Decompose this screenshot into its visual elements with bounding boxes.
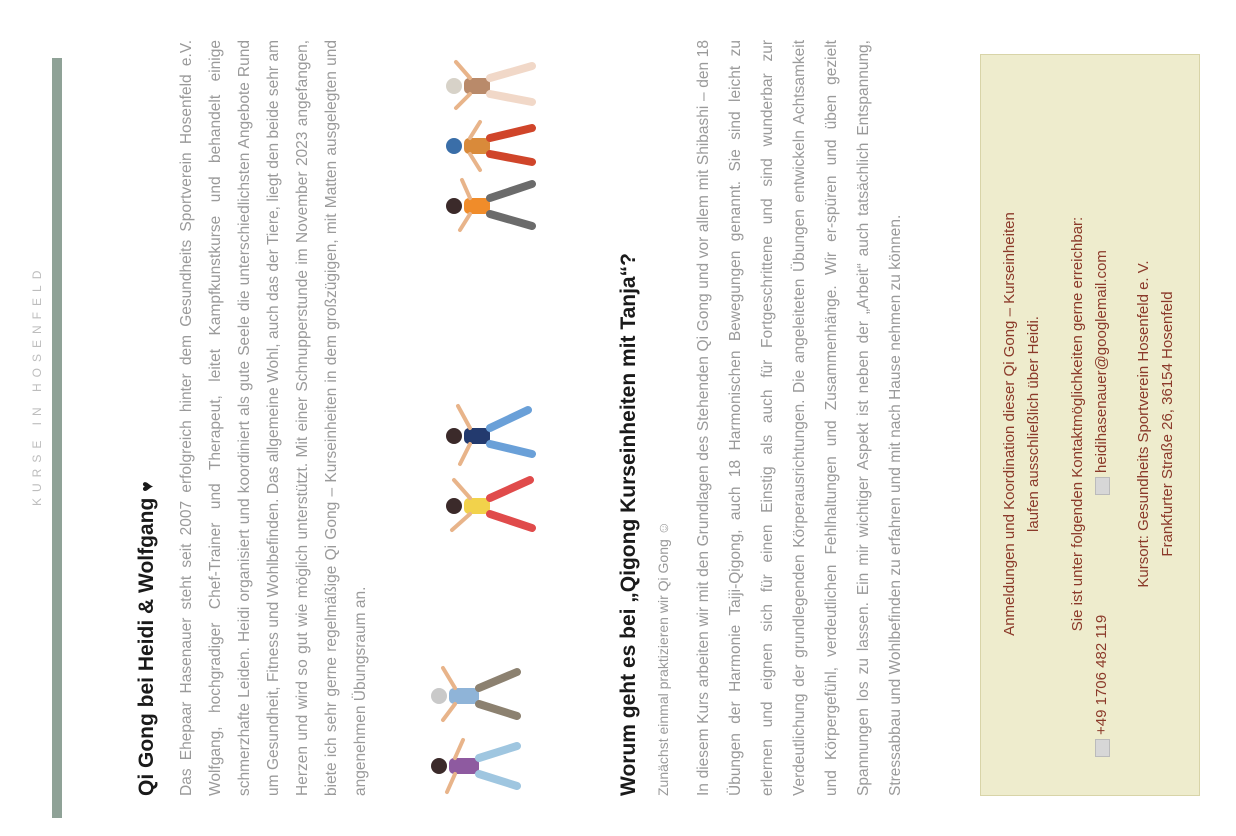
exercise-figures-left [425,646,535,796]
email-icon [1095,477,1110,495]
info-line-heidi: laufen ausschließlich über Heidi. [1025,316,1042,532]
section-text-about: Das Ehepaar Hasenauer steht seit 2007 erfolgreich hinter dem Gesundheits Sportverein Hosenfeld e.V. Wolfgang, hochgradiger Chef-Trainer und Therapeut, leitet Kampfkunstkurse und behandelt einige schmerzhafte Leiden. Heidi organisiert und koordiniert als gute Seele die unterschiedlichsten Angebote Rund um Gesundheit, Fitness und Wohlbefinden. Das allgemeine Wohl, auch das der Tiere, liegt den beide sehr am Herzen und wird so gut wie möglich unterstützt. Mit einer Schnupperstunde im November 2023 angefangen, biete ich sehr gerne regelmäßige Qi Gong – Kurseinheiten in dem großzügigen, mit Matten ausgelegten und angenehmen Übungsraum an. [178,40,369,796]
header-tag: KURSE IN HOSENFELD [30,264,44,506]
accent-bar [52,58,62,818]
section-title-text: Qi Gong bei Heidi & Wolfgang [135,497,158,796]
exercise-figures-right [440,56,550,236]
section-title-qigong [135,156,159,796]
section-text-course: In diesem Kurs arbeiten wir mit den Grundlagen des Stehenden Qi Gong und vor allem mit Shibashi – den 18 Übungen der Harmonie Taiji-Qigong, auch 18 Harmonischen Bewegungen genannt. Sie sind leicht zu erlernen und eignen sich für einen Einstig als auch für Fortgeschrittene und sind wunderbar zur Verdeutlichung der grundlegenden Körperausrichtungen. Die angeleiteten Übungen entwickeln Achtsamkeit und Körpergefühl, verdeutlichen Fehlhaltungen und Zusammenhänge. Wir er-spüren und üben gezielt Spannungen los zu lassen. Ein mir wichtiger Aspekt ist neben der „Arbeit“ auch tatsächlich Entspannung, Stressabbau und Wohlbefinden zu erfahren und mit nach Hause nehmen zu können. [695,40,904,796]
heart-icon: ♥ [137,481,157,492]
info-line-location: Kursort: Gesundheits Sportverein Hosenfeld e. V. [1135,260,1152,588]
info-line-contact: Sie ist unter folgenden Kontaktmöglichkeiten gerne erreichbar: [1069,216,1086,632]
info-line-registration: Anmeldungen und Koordination dieser Qi Gong – Kurseinheiten [1001,212,1018,636]
figure-navy [446,406,532,464]
section-intro: Zunächst einmal praktizieren wir Qi Gong ☺ [655,521,671,796]
figure-purple [431,740,517,792]
figure-grey [431,668,517,720]
phone-number: +49 1706 482 119 [1093,614,1110,735]
exercise-figures-center [440,386,550,536]
info-line-address: Frankfurter Straße 26, 36154 Hosenfeld [1159,291,1176,557]
phone-icon [1095,739,1110,757]
email-contact[interactable] [1093,250,1110,495]
section-title-course: Worum geht es bei „Qigong Kurseinheiten mit Tanja“? [617,253,640,796]
figure-red [446,122,532,170]
phone-contact[interactable] [1093,615,1110,757]
figure-orange [446,180,532,230]
email-address: heidihasenauer@googlemail.com [1093,250,1110,473]
figure-yellow [446,480,532,530]
info-box [980,54,1200,796]
figure-beige [446,62,532,108]
